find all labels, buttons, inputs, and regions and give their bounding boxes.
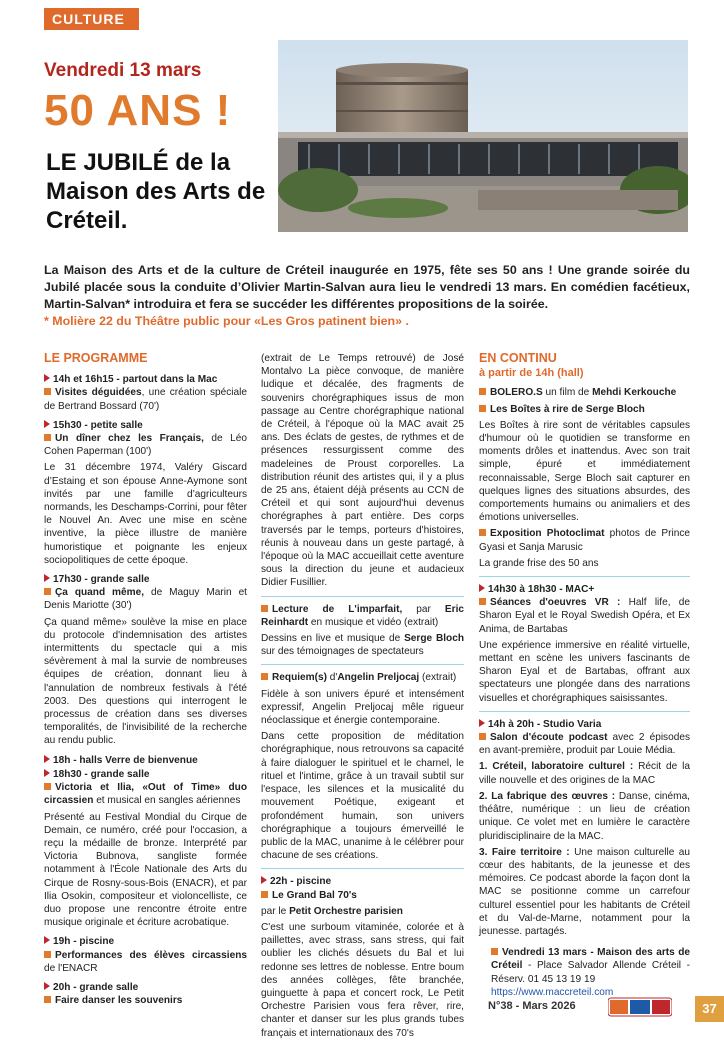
event-description: Ça quand même» soulève la mise en place du protocole d'indemnisation des artistes intermittents du spectacle qui a mis sévèrement à mal la survie de nombreuses équipes de création, donnant lieu à l'annulation de nombreux festivals à l'été 2003. Des questions qui interrogent le processus de création dans ses diverses temporalités, de l'invisibilité de la recherche au rendu public. — [44, 616, 247, 747]
continuous-heading: EN CONTINU — [479, 351, 557, 365]
time-slot: 14h30 à 18h30 - MAC+ — [479, 583, 690, 596]
podcast-episode-2: 2. La fabrique des œuvres : Danse, cinéma, théâtre, numérique : un lieu de création unique. Ce volet met en lumière le caractère pluridisciplinaire de la MAC. — [479, 790, 690, 842]
time-slot: 18h - halls Verre de bienvenue — [44, 754, 247, 767]
event-item: Exposition Photoclimat photos de Prince Gyasi et Sanja Marusic — [479, 528, 690, 553]
page-number: 37 — [695, 996, 724, 1022]
event-item: Ça quand même, de Maguy Marin et Denis Mariotte (30') — [44, 587, 247, 612]
event-description: La grande frise des 50 ans — [479, 557, 599, 569]
intro-text: La Maison des Arts et de la culture de Créteil inaugurée en 1975, fête ses 50 ans ! Une grande soirée du Jubilé placée sous la conduite d’Olivier Martin-Salvan aura lieu le vendredi 13 mars. En comédien facétieux, Martin-Salvan* introduira et fera se succéder les différentes propositions de la soirée. — [44, 263, 690, 311]
program-column-2 — [261, 352, 464, 1043]
event-description: Dans cette proposition de méditation chorégraphique, nous retrouvons sa capacité à faire dialoguer le spirituel et le charnel, le rituel et l'intime, grâce à un travail subtil sur l'espace, les silences et la musicalité du mouvement Poétique, exigeant et profondément humain, son univers chorégraphique a toujours émerveillé le public de la MAC, unanime à le célébrer pour chacune de ses créations. — [261, 731, 464, 862]
event-description: Une expérience immersive en réalité virtuelle, mettant en scène les univers fascinants de Sharon Eyal et de Bartabas, offrant aux spectateurs une plongée dans des narrations visuelles et chorégraphiques saisissantes. — [479, 639, 690, 704]
website-link[interactable]: https://www.maccreteil.com — [491, 986, 614, 998]
divider — [479, 576, 690, 577]
building-illustration — [278, 40, 688, 232]
event-item: Lecture de L'imparfait, par Eric Reinhardt en musique et vidéo (extrait) — [261, 603, 464, 628]
square-bullet-icon — [479, 405, 486, 412]
event-item: Les Boîtes à rire de Serge Bloch — [479, 403, 690, 416]
event-item: par le Petit Orchestre parisien — [261, 905, 403, 917]
event-description: Présenté au Festival Mondial du Cirque de Demain, ce numéro, créé pour l'occasion, a reçu la médaille de bronze. Interprété par Victoria Bubnova, sangliste formée notamment à l'École Nationale des Arts du Cirque de Rosny-sous-Bois (ENACR), et par Ilia Osokin, compositeur et violoncelliste, ce duo propose une rencontre étroite entre musique originale et écriture acrobatique. — [44, 811, 247, 929]
program-column-3 — [479, 352, 690, 1002]
event-item: BOLERO.S un film de Mehdi Kerkouche — [479, 386, 690, 399]
square-bullet-icon — [44, 783, 51, 790]
event-description: Dessins en live et musique de Serge Bloch sur des témoignages de spectateurs — [261, 633, 464, 658]
square-bullet-icon — [44, 388, 51, 395]
divider — [479, 711, 690, 712]
square-bullet-icon — [479, 733, 486, 740]
event-item: Séances d'oeuvres VR : Half life, de Sharon Eyal et le Royal Swedish Opéra, et Ex Anima, de Bartabas — [479, 597, 690, 635]
continuous-subheading: à partir de 14h (hall) — [479, 367, 584, 380]
time-slot: 19h - piscine — [44, 935, 247, 948]
event-description: Fidèle à son univers épuré et intensément expressif, Angelin Preljocaj mêle rigueur néoclassique et énergie contemporaine. — [261, 688, 464, 727]
event-description: C'est une surboum vitaminée, colorée et à paillettes, avec strass, sans stress, qui fait oublier les clichés désuets du Bal et lui redonne ses lettres de noblesse. Entre boum des années collèges, fête branchée, guinguette à papa et concert rock, Le Petit Orchestre Parisien vous fera rêver, rire, chanter et danser sur les plus grands tubes français et internationaux des 70's — [261, 921, 464, 1039]
event-item: Requiem(s) d'Angelin Preljocaj (extrait) — [261, 671, 464, 684]
square-bullet-icon — [44, 996, 51, 1003]
square-bullet-icon — [491, 948, 498, 955]
event-date: Vendredi 13 mars — [44, 60, 202, 81]
square-bullet-icon — [44, 951, 51, 958]
time-slot: 17h30 - grande salle — [44, 573, 247, 586]
venue-info: Vendredi 13 mars - Maison des arts de Créteil - Place Salvador Allende Créteil - Réserv. 01 45 13 19 19 https://www.maccreteil.com — [491, 947, 690, 998]
headline: 50 ANS ! — [44, 86, 232, 135]
podcast-episode-3: 3. Faire territoire : Une maison culturelle au cœur des habitants, de la jeunesse et des mémoires. Ce podcast aborde la façon dont la MAC se positionne comme un carrefour culturel essentiel pour les habitants de Créteil et du Val-de-Marne, notamment pour la jeunesse. partagés. — [479, 846, 690, 937]
issue-info: N°38 - Mars 2026 — [488, 1000, 576, 1012]
magazine-logo — [608, 996, 672, 1018]
time-slot: 15h30 - petite salle — [44, 419, 247, 432]
event-item: Visites déguidées, une création spéciale de Bertrand Bossard (70') — [44, 387, 247, 412]
divider — [261, 596, 464, 597]
event-item: Victoria et Ilia, «Out of Time» duo circassien et musical en sangles aériennes — [44, 782, 247, 807]
podcast-episode-1: 1. Créteil, laboratoire culturel : Récit de la ville nouvelle et des origines de la MAC — [479, 761, 690, 786]
event-item: Faire danser les souvenirs — [44, 994, 247, 1007]
intro-note: * Molière 22 du Théâtre public pour «Les Gros patinent bien» . — [44, 314, 409, 328]
building-photo — [278, 40, 688, 232]
square-bullet-icon — [479, 598, 486, 605]
square-bullet-icon — [479, 388, 486, 395]
event-item: Salon d'écoute podcast avec 2 épisodes en avant-première, produit par Louie Média. — [479, 732, 690, 757]
event-item: Performances des élèves circassiens de l'ENACR — [44, 949, 247, 974]
divider — [261, 664, 464, 665]
event-description: Le 31 décembre 1974, Valéry Giscard d’Estaing et son épouse Anne-Aymone sont invités par une famille d’agriculteurs normands, les Deschamps-Corrini, pour fêter le Nouvel An. Avec une mise en scène inventive, la pièce illustre de manière humoristique et poignante les enjeux sociopolitiques de cette époque. — [44, 462, 247, 566]
square-bullet-icon — [44, 588, 51, 595]
time-slot: 20h - grande salle — [44, 981, 247, 994]
program-heading: LE PROGRAMME — [44, 351, 148, 365]
event-description: Les Boîtes à rire sont de véritables capsules d'humour où le quotidien se transforme en moments drôles et inattendus. Avec son trait simple, épuré et immédiatement reconnaissable, Serge Bloch sait capturer en quelques lignes des situations absurdes, des comportements humains ou animaliers et des émotions universelles. — [479, 419, 690, 524]
time-slot: 22h - piscine — [261, 875, 464, 888]
article-title: LE JUBILÉ de la Maison des Arts de Créteil. — [46, 149, 266, 234]
time-slot: 14h à 20h - Studio Varia — [479, 718, 690, 731]
divider — [261, 868, 464, 869]
event-description: (extrait de Le Temps retrouvé) de José Montalvo La pièce convoque, de manière ludique et décalée, des fragments de souvenirs chorégraphiques issus de mon passage au Centre chorégraphique national de Créteil, à l'époque où la MAC avait 25 ans. Des éclats de gestes, de rythmes et de présences ressurgissent comme des madeleines de Proust corporelles. La distribution réunit des artistes qui, il y a plus de 25 ans, étaient déjà présents au CCN de Créteil et qui sont aujourd'hui devenus chorégraphes à part entière. Des corps traversés par le temps, porteurs d'histoires, réunis à nouveau dans un geste partagé, à l'époque où la MAC accueillait cette aventure sous la direction du jeune et audacieux Didier Fusillier. — [261, 353, 464, 589]
time-slot: 18h30 - grande salle — [44, 768, 247, 781]
square-bullet-icon — [479, 529, 486, 536]
square-bullet-icon — [44, 434, 51, 441]
time-slot: 14h et 16h15 - partout dans la Mac — [44, 373, 247, 386]
section-tag: CULTURE — [44, 8, 139, 30]
program-column-1 — [44, 352, 247, 1010]
event-item: Le Grand Bal 70's — [261, 889, 464, 902]
square-bullet-icon — [261, 891, 268, 898]
intro-paragraph — [44, 262, 690, 330]
event-item: Un dîner chez les Français, de Léo Cohen Paperman (100') — [44, 433, 247, 458]
square-bullet-icon — [261, 673, 268, 680]
square-bullet-icon — [261, 605, 268, 612]
